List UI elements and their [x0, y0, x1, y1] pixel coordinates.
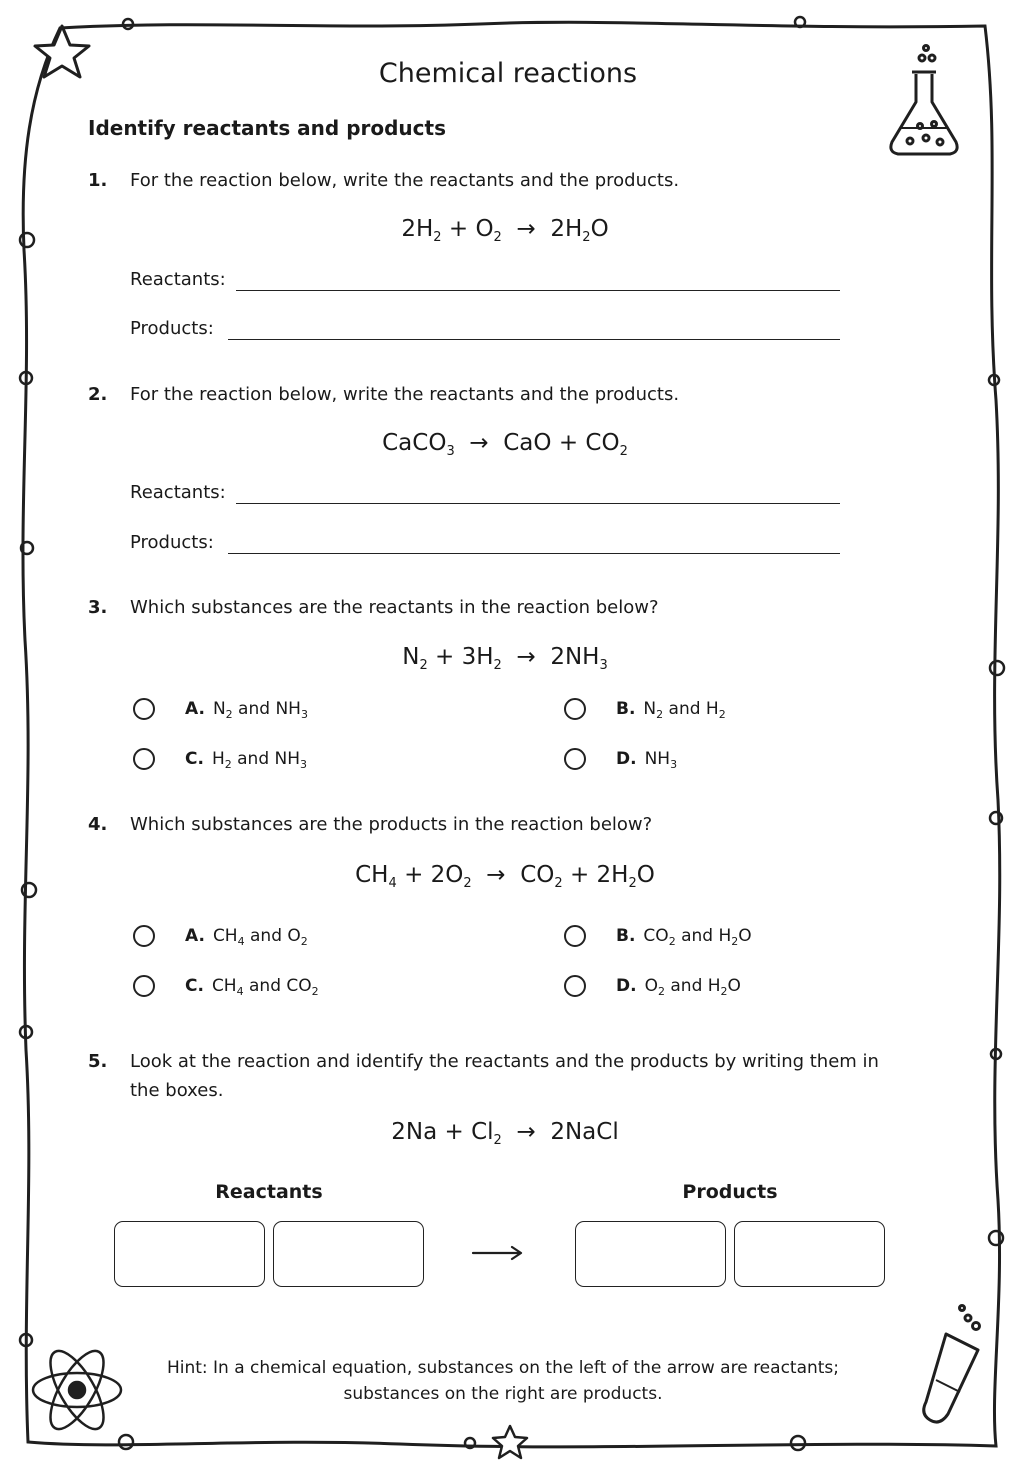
hint-line-2: substances on the right are products.	[343, 1384, 663, 1404]
product-box-1[interactable]	[575, 1221, 726, 1287]
option-letter: B.	[616, 699, 636, 719]
reaction-arrow-icon	[470, 1242, 526, 1264]
option-text: $N_2$ and $H_2$	[643, 699, 726, 721]
page-title: Chemical reactions	[378, 58, 638, 89]
option-a[interactable]	[133, 925, 308, 947]
chemical-equation: $2H_2 + O_2 \to 2H_2O$	[401, 216, 609, 245]
hint-text	[150, 1355, 856, 1407]
test-tube-icon	[924, 1306, 980, 1423]
radio-circle[interactable]	[133, 698, 155, 720]
option-letter: D.	[616, 976, 637, 996]
question-text: For the reaction below, write the reactants and the products.	[130, 384, 680, 405]
section-subtitle: Identify reactants and products	[88, 116, 446, 140]
chemical-equation: $N_2 + 3H_2 \to 2NH_3$	[402, 644, 608, 673]
radio-circle[interactable]	[133, 975, 155, 997]
products-heading: Products	[682, 1181, 778, 1203]
option-letter: A.	[185, 926, 205, 946]
question-text: Look at the reaction and identify the reactants and the products by writing them in the boxes.	[130, 1051, 879, 1101]
option-b[interactable]	[564, 925, 752, 947]
option-text: $N_2$ and $NH_3$	[212, 699, 308, 721]
chemical-equation: $2Na + Cl_2$ → 2NaCl	[391, 1119, 619, 1148]
option-letter: A.	[185, 699, 205, 719]
reactants-label: Reactants:	[130, 269, 226, 290]
radio-circle[interactable]	[564, 975, 586, 997]
radio-circle[interactable]	[564, 925, 586, 947]
option-c[interactable]	[133, 975, 319, 997]
hint-line-1: Hint: In a chemical equation, substances on the left of the arrow are reactants;	[166, 1358, 840, 1378]
chemical-equation: CaCO$_3$ → CaO + $CO_2$	[382, 430, 628, 459]
option-text: $NH_3$	[644, 749, 678, 771]
reactant-box-1[interactable]	[114, 1221, 265, 1287]
option-letter: B.	[616, 926, 636, 946]
radio-circle[interactable]	[133, 748, 155, 770]
question-number: 3.	[88, 597, 108, 618]
atom-icon	[33, 1343, 121, 1436]
option-text: $CH_4$ and $CO_2$	[211, 976, 319, 998]
option-letter: C.	[185, 976, 204, 996]
option-text: $CO_2$ and $H_2O$	[643, 926, 752, 948]
radio-circle[interactable]	[133, 925, 155, 947]
option-c[interactable]	[133, 748, 307, 770]
product-box-2[interactable]	[734, 1221, 885, 1287]
option-b[interactable]	[564, 698, 726, 720]
radio-circle[interactable]	[564, 698, 586, 720]
question-number: 5.	[88, 1051, 108, 1072]
radio-circle[interactable]	[564, 748, 586, 770]
option-a[interactable]	[133, 698, 308, 720]
option-d[interactable]	[564, 748, 677, 770]
question-number: 4.	[88, 814, 108, 835]
chemical-equation: $CH_4 + 2O_2 \to CO_2 + 2H_2O$	[355, 862, 655, 891]
option-text: $O_2$ and $H_2O$	[644, 976, 741, 998]
question-number: 1.	[88, 170, 108, 191]
products-label: Products:	[130, 532, 214, 553]
reactant-box-2[interactable]	[273, 1221, 424, 1287]
reactants-heading: Reactants	[215, 1181, 323, 1203]
option-text: $CH_4$ and $O_2$	[212, 926, 308, 948]
reactants-answer-line[interactable]	[236, 503, 840, 504]
question-text: Which substances are the reactants in the reaction below?	[130, 597, 659, 618]
products-label: Products:	[130, 318, 214, 339]
reactants-answer-line[interactable]	[236, 290, 840, 291]
reactants-label: Reactants:	[130, 482, 226, 503]
question-text: For the reaction below, write the reactants and the products.	[130, 170, 680, 191]
option-letter: C.	[185, 749, 204, 769]
products-answer-line[interactable]	[228, 339, 840, 340]
products-answer-line[interactable]	[228, 553, 840, 554]
option-d[interactable]	[564, 975, 741, 997]
star-icon	[493, 1426, 527, 1458]
question-text: Which substances are the products in the reaction below?	[130, 814, 653, 835]
question-number: 2.	[88, 384, 108, 405]
option-letter: D.	[616, 749, 637, 769]
option-text: $H_2$ and $NH_3$	[211, 749, 308, 771]
